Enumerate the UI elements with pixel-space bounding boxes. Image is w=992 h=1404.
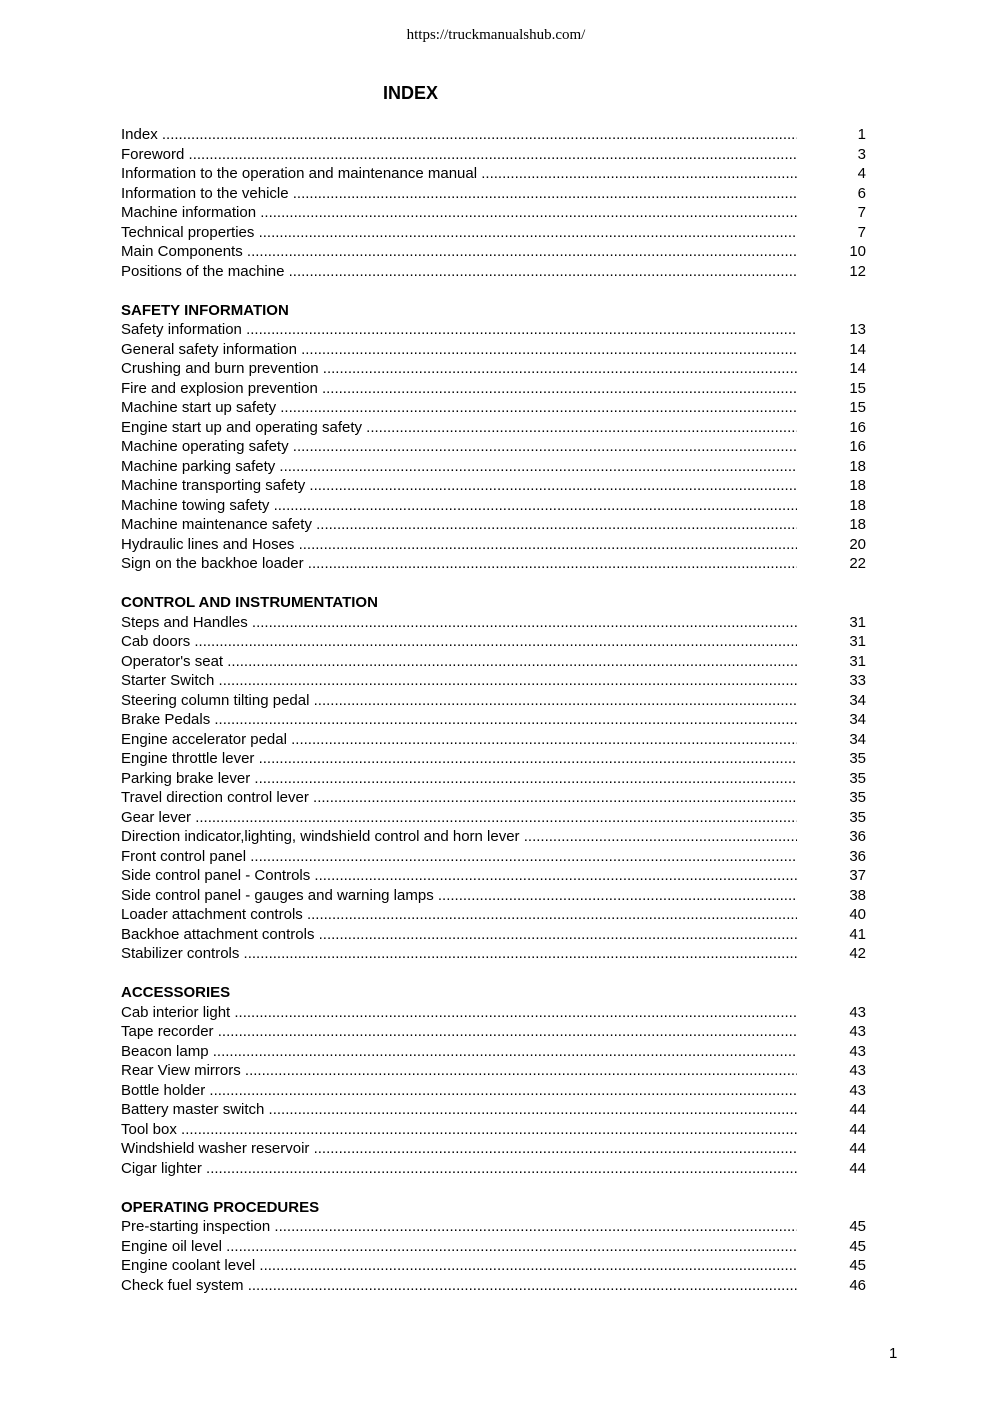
toc-entry	[121, 769, 866, 789]
toc-entry	[121, 535, 866, 555]
toc-entry-page: 20	[849, 535, 866, 553]
toc-entry-page: 45	[849, 1237, 866, 1255]
toc-entry-page: 43	[849, 1042, 866, 1060]
toc-entry-label: Side control panel - gauges and warning lamps .....	[121, 886, 797, 906]
toc-entry	[121, 905, 866, 925]
toc-entry	[121, 515, 866, 535]
toc-entry	[121, 671, 866, 691]
toc-entry-page: 31	[849, 633, 866, 650]
toc-entry-page: 34	[849, 730, 866, 748]
toc-entry-page: 36	[849, 828, 866, 845]
toc-entry-label: Cigar lighter .....	[121, 1159, 797, 1179]
toc-entry-label: Loader attachment controls .....	[121, 905, 797, 925]
toc-entry-page: 10	[849, 243, 866, 260]
toc-entry	[121, 1042, 866, 1062]
toc-entry-page: 18	[849, 516, 866, 533]
toc-entry-label: Windshield washer reservoir .....	[121, 1139, 797, 1159]
toc-entry-page: 36	[849, 847, 866, 865]
toc-entry	[121, 164, 866, 184]
toc-entry	[121, 457, 866, 477]
toc-entry	[121, 788, 866, 808]
toc-entry	[121, 437, 866, 457]
toc-entry-page: 3	[857, 145, 866, 163]
toc-entry-label: Front control panel .....	[121, 847, 797, 867]
toc-entry-page: 45	[849, 1257, 866, 1274]
toc-entry-page: 43	[849, 1023, 866, 1040]
toc-entry-label: Bottle holder .....	[121, 1081, 797, 1101]
toc-entry-page: 15	[849, 399, 866, 416]
toc-section	[121, 593, 866, 964]
toc-entry-page: 46	[849, 1276, 866, 1294]
toc-entry	[121, 827, 866, 847]
section-title: OPERATING PROCEDURES	[121, 1198, 320, 1216]
toc-entry	[121, 242, 866, 262]
toc-entry	[121, 184, 866, 204]
toc-entry-label: Engine oil level .....	[121, 1237, 797, 1257]
toc-entry-page: 12	[849, 262, 866, 280]
toc-entry	[121, 340, 866, 360]
toc-entry-page: 16	[849, 438, 866, 455]
toc-entry	[121, 262, 866, 282]
toc-entry-page: 42	[849, 945, 866, 962]
toc-entry-label: Information to the vehicle .....	[121, 184, 797, 204]
toc-entry-label: Steps and Handles .....	[121, 613, 797, 633]
toc-entry-label: Cab interior light .....	[121, 1003, 797, 1023]
toc-entry	[121, 1081, 866, 1101]
toc-entry-label: Foreword .....	[121, 145, 797, 165]
toc-entry-label: Direction indicator,lighting, windshield control and horn lever .....	[121, 827, 797, 847]
toc-section	[121, 301, 866, 574]
toc-entry-label: Beacon lamp .....	[121, 1042, 797, 1062]
section-title: ACCESSORIES	[121, 984, 231, 1001]
toc-entry-label: Side control panel - Controls .....	[121, 866, 797, 886]
toc-entry-page: 31	[849, 613, 866, 631]
page-number: 1	[889, 1345, 898, 1362]
toc-entry-page: 43	[849, 1003, 866, 1021]
toc-entry-page: 4	[857, 165, 866, 182]
toc-entry-label: Index .....	[121, 125, 797, 145]
toc-entry	[121, 496, 866, 516]
toc-entry-label: Machine maintenance safety .....	[121, 515, 797, 535]
toc-entry-label: Hydraulic lines and Hoses .....	[121, 535, 797, 555]
toc-entry	[121, 359, 866, 379]
toc-entry-label: Tape recorder .....	[121, 1022, 797, 1042]
toc-entry-page: 7	[857, 204, 866, 221]
section-title: CONTROL AND INSTRUMENTATION	[121, 594, 378, 611]
toc-entry-page: 14	[849, 340, 866, 358]
toc-entry	[121, 1217, 866, 1237]
toc-entry-label: Engine coolant level .....	[121, 1256, 797, 1276]
toc-entry-page: 41	[849, 925, 866, 943]
toc-entry	[121, 1061, 866, 1081]
toc-entry-label: Operator's seat .....	[121, 652, 797, 672]
toc-entry	[121, 1256, 866, 1276]
toc-entry-label: Cab doors .....	[121, 632, 797, 652]
toc-entry	[121, 710, 866, 730]
toc-entry	[121, 652, 866, 672]
toc-entry-label: Machine operating safety .....	[121, 437, 797, 457]
toc-entry	[121, 145, 866, 165]
toc-entry-label: Positions of the machine .....	[121, 262, 797, 282]
toc-entry-page: 35	[849, 750, 866, 767]
toc-entry-label: General safety information .....	[121, 340, 797, 360]
toc-entry-label: Engine accelerator pedal .....	[121, 730, 797, 750]
toc-entry	[121, 730, 866, 750]
toc-entry-label: Main Components .....	[121, 242, 797, 262]
toc-entry	[121, 613, 866, 633]
toc-entry	[121, 691, 866, 711]
toc-entry	[121, 1100, 866, 1120]
toc-entry-label: Gear lever .....	[121, 808, 797, 828]
toc-entry-page: 44	[849, 1120, 866, 1138]
toc-entry-page: 1	[857, 126, 866, 143]
toc-entry-label: Rear View mirrors .....	[121, 1061, 797, 1081]
toc-entry-page: 43	[849, 1062, 866, 1079]
toc-entry-label: Technical properties .....	[121, 223, 797, 243]
toc-entry-page: 33	[849, 672, 866, 689]
toc-entry-page: 35	[849, 789, 866, 806]
toc-entry	[121, 749, 866, 769]
page-title: INDEX	[383, 83, 439, 103]
toc-entry	[121, 886, 866, 906]
toc-entry-page: 22	[849, 555, 866, 572]
toc-entry-label: Engine throttle lever .....	[121, 749, 797, 769]
toc-entry	[121, 223, 866, 243]
toc-entry-page: 44	[849, 1140, 866, 1157]
toc-entry	[121, 203, 866, 223]
toc-entry-label: Machine towing safety .....	[121, 496, 797, 516]
toc-entry-page: 13	[849, 321, 866, 338]
toc-entry-label: Machine transporting safety .....	[121, 476, 797, 496]
toc-entry	[121, 1276, 866, 1296]
toc-entry-label: Tool box .....	[121, 1120, 797, 1140]
toc-entry	[121, 554, 866, 574]
header-url: https://truckmanualshub.com/	[406, 27, 586, 43]
toc-entry-label: Sign on the backhoe loader .....	[121, 554, 797, 574]
toc-entry-page: 34	[849, 711, 866, 728]
toc-entry-page: 16	[849, 418, 866, 436]
toc-entry-label: Travel direction control lever .....	[121, 788, 797, 808]
toc-entry-page: 7	[857, 223, 866, 241]
toc-entry-page: 18	[849, 477, 866, 494]
toc-section	[121, 125, 866, 281]
toc-entry-page: 6	[857, 184, 866, 202]
toc-entry-label: Stabilizer controls .....	[121, 944, 797, 964]
toc-entry-page: 44	[849, 1159, 866, 1177]
toc-entry	[121, 944, 866, 964]
toc-entry-page: 35	[849, 769, 866, 787]
toc-entry-page: 31	[849, 652, 866, 670]
toc-entry-label: Machine parking safety .....	[121, 457, 797, 477]
toc-entry	[121, 1237, 866, 1257]
toc-entry-page: 45	[849, 1218, 866, 1235]
toc-entry-label: Brake Pedals .....	[121, 710, 797, 730]
toc-entry	[121, 418, 866, 438]
toc-entry	[121, 1003, 866, 1023]
toc-entry	[121, 808, 866, 828]
toc-entry	[121, 866, 866, 886]
toc-entry-label: Safety information .....	[121, 320, 797, 340]
toc-entry	[121, 125, 866, 145]
toc-entry-page: 37	[849, 867, 866, 884]
toc-entry-label: Check fuel system .....	[121, 1276, 797, 1296]
toc-entry-label: Backhoe attachment controls .....	[121, 925, 797, 945]
toc-entry	[121, 632, 866, 652]
toc-entry-page: 40	[849, 906, 866, 923]
toc-entry-label: Machine information .....	[121, 203, 797, 223]
toc-entry	[121, 398, 866, 418]
toc-section	[121, 1198, 866, 1296]
toc-entry	[121, 925, 866, 945]
toc-entry	[121, 1120, 866, 1140]
toc-entry-label: Pre-starting inspection .....	[121, 1217, 797, 1237]
toc-entry-page: 18	[849, 496, 866, 514]
toc-entry-label: Engine start up and operating safety .....	[121, 418, 797, 438]
toc-entry-label: Crushing and burn prevention .....	[121, 359, 797, 379]
toc-entry-label: Battery master switch .....	[121, 1100, 797, 1120]
toc-entry-label: Starter Switch .....	[121, 671, 797, 691]
toc-entry-page: 18	[849, 457, 866, 475]
toc-entry-page: 38	[849, 886, 866, 904]
toc-entry-label: Fire and explosion prevention .....	[121, 379, 797, 399]
toc-entry-label: Steering column tilting pedal .....	[121, 691, 797, 711]
toc-entry-page: 34	[849, 691, 866, 709]
toc-entry	[121, 1159, 866, 1179]
toc-entry	[121, 1139, 866, 1159]
toc-entry	[121, 1022, 866, 1042]
toc-entry-page: 44	[849, 1101, 866, 1118]
table-of-contents	[121, 125, 866, 1315]
section-title: SAFETY INFORMATION	[121, 301, 289, 319]
toc-entry-page: 15	[849, 379, 866, 397]
toc-entry-label: Information to the operation and maintenance manual .....	[121, 164, 797, 184]
toc-entry-label: Machine start up safety .....	[121, 398, 797, 418]
toc-entry	[121, 320, 866, 340]
toc-section	[121, 983, 866, 1178]
toc-entry-page: 35	[849, 808, 866, 826]
toc-entry-label: Parking brake lever .....	[121, 769, 797, 789]
toc-entry-page: 43	[849, 1081, 866, 1099]
toc-entry-page: 14	[849, 360, 866, 377]
toc-entry	[121, 476, 866, 496]
toc-entry	[121, 847, 866, 867]
toc-entry	[121, 379, 866, 399]
